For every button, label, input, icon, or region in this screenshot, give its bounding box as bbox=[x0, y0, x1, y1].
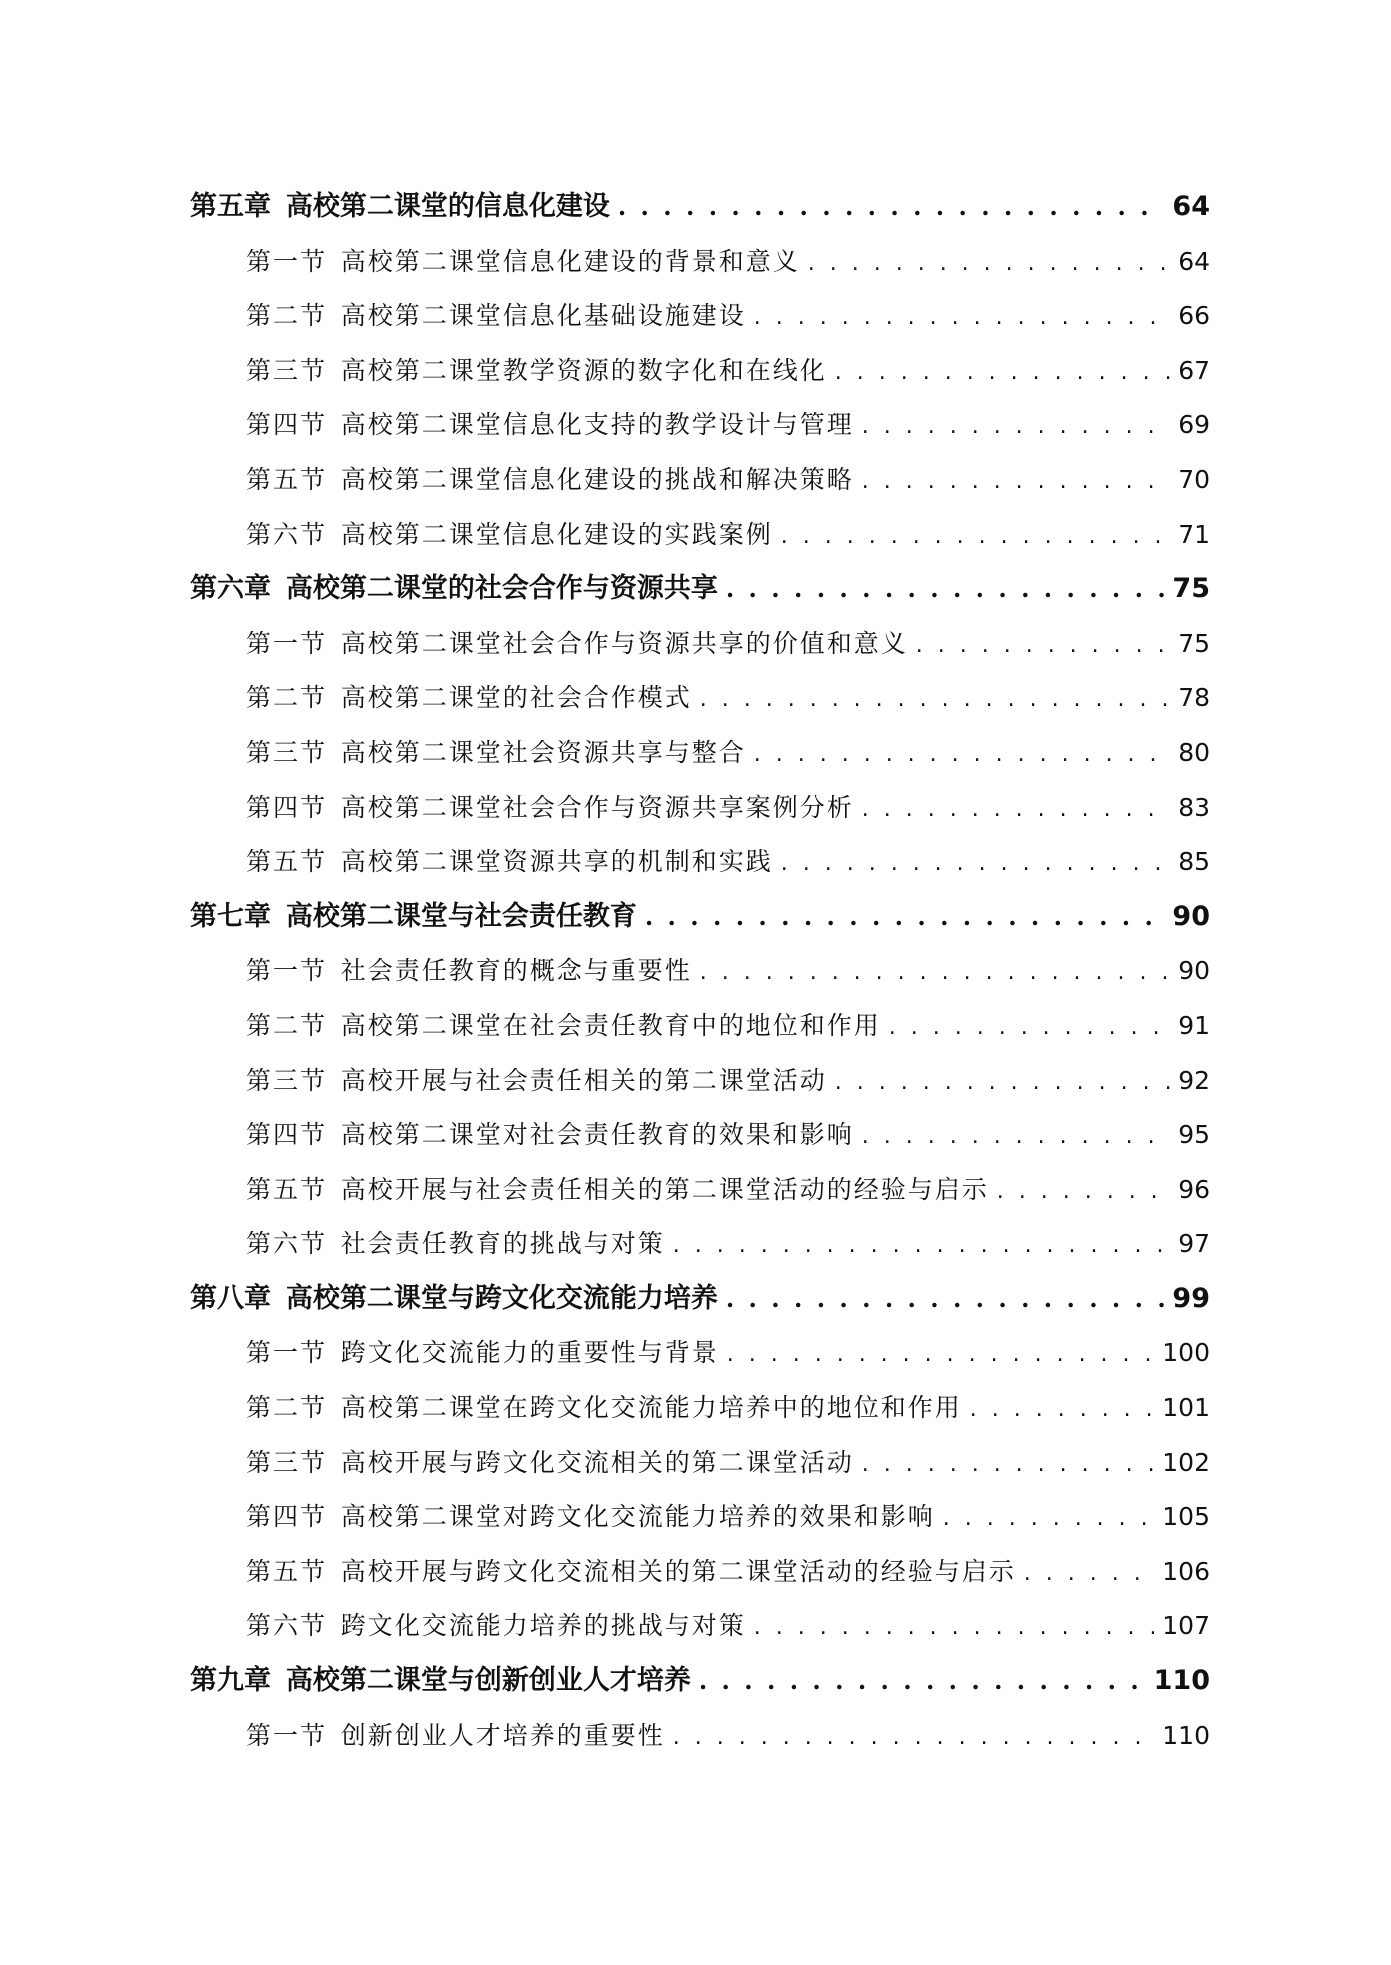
toc-page-number: 91 bbox=[1178, 1010, 1210, 1040]
toc-entry-label bbox=[246, 1054, 827, 1109]
toc-entry-label bbox=[190, 1654, 691, 1709]
toc-entry-number: 第一节 bbox=[246, 956, 328, 986]
toc-section-entry[interactable] bbox=[190, 835, 1210, 890]
toc-page-number: 110 bbox=[1162, 1720, 1210, 1750]
toc-entry-label bbox=[246, 781, 854, 836]
toc-section-entry[interactable] bbox=[190, 999, 1210, 1054]
toc-entry-label bbox=[246, 1163, 989, 1218]
toc-page-number: 102 bbox=[1162, 1447, 1210, 1477]
toc-entry-number: 第二节 bbox=[246, 683, 328, 713]
table-of-contents bbox=[190, 180, 1210, 1763]
toc-page-number: 66 bbox=[1178, 301, 1210, 331]
toc-entry-label bbox=[246, 1381, 962, 1436]
dot-leader bbox=[700, 946, 1170, 1001]
toc-page-number: 92 bbox=[1178, 1065, 1210, 1095]
toc-entry-number: 第四节 bbox=[246, 1120, 328, 1150]
toc-chapter-entry[interactable] bbox=[190, 180, 1210, 235]
toc-chapter-entry[interactable] bbox=[190, 1272, 1210, 1327]
toc-entry-title: 高校第二课堂社会合作与资源共享案例分析 bbox=[340, 792, 854, 822]
toc-entry-number: 第三节 bbox=[246, 355, 328, 385]
toc-entry-number: 第三节 bbox=[246, 1065, 328, 1095]
dot-leader bbox=[943, 1492, 1155, 1547]
toc-entry-title: 高校第二课堂信息化建设的背景和意义 bbox=[340, 246, 800, 276]
toc-page-number: 100 bbox=[1162, 1338, 1210, 1368]
toc-section-entry[interactable] bbox=[190, 1217, 1210, 1272]
toc-page-number: 64 bbox=[1178, 246, 1210, 276]
toc-entry-title: 高校第二课堂信息化基础设施建设 bbox=[340, 301, 746, 331]
toc-entry-number: 第五章 bbox=[190, 191, 271, 222]
toc-entry-title: 高校第二课堂信息化支持的教学设计与管理 bbox=[340, 410, 854, 440]
toc-page-number: 75 bbox=[1172, 573, 1210, 605]
toc-section-entry[interactable] bbox=[190, 1381, 1210, 1436]
toc-section-entry[interactable] bbox=[190, 781, 1210, 836]
toc-entry-title: 高校开展与社会责任相关的第二课堂活动的经验与启示 bbox=[340, 1174, 989, 1204]
toc-entry-title: 高校第二课堂在社会责任教育中的地位和作用 bbox=[340, 1010, 881, 1040]
toc-chapter-entry[interactable] bbox=[190, 1654, 1210, 1709]
toc-entry-label bbox=[246, 726, 746, 781]
toc-entry-title: 高校第二课堂社会合作与资源共享的价值和意义 bbox=[340, 628, 908, 658]
toc-entry-label bbox=[190, 180, 610, 235]
toc-section-entry[interactable] bbox=[190, 1436, 1210, 1491]
dot-leader bbox=[1024, 1547, 1155, 1602]
toc-entry-label bbox=[246, 235, 800, 290]
toc-entry-title: 高校第二课堂教学资源的数字化和在线化 bbox=[340, 355, 827, 385]
dot-leader bbox=[727, 1328, 1155, 1383]
dot-leader bbox=[835, 1056, 1170, 1111]
toc-section-entry[interactable] bbox=[190, 617, 1210, 672]
toc-entry-label bbox=[246, 835, 773, 890]
toc-entry-label bbox=[246, 944, 692, 999]
toc-entry-title: 高校开展与跨文化交流相关的第二课堂活动 bbox=[340, 1447, 854, 1477]
toc-entry-label bbox=[190, 562, 718, 617]
toc-entry-title: 高校第二课堂的社会合作模式 bbox=[340, 683, 692, 713]
toc-page-number: 64 bbox=[1172, 191, 1210, 222]
dot-leader bbox=[699, 1654, 1146, 1709]
toc-page-number: 80 bbox=[1178, 737, 1210, 767]
toc-page-number: 101 bbox=[1162, 1393, 1210, 1423]
dot-leader bbox=[618, 180, 1165, 235]
dot-leader bbox=[862, 455, 1170, 510]
toc-entry-number: 第九章 bbox=[190, 1665, 271, 1697]
toc-entry-label bbox=[190, 890, 637, 945]
toc-entry-label bbox=[246, 617, 908, 672]
dot-leader bbox=[726, 1272, 1165, 1327]
toc-page-number: 107 bbox=[1162, 1611, 1210, 1641]
dot-leader bbox=[754, 728, 1170, 783]
dot-leader bbox=[700, 673, 1170, 728]
toc-page-number: 71 bbox=[1178, 519, 1210, 549]
toc-entry-title: 社会责任教育的概念与重要性 bbox=[340, 956, 692, 986]
dot-leader bbox=[862, 1438, 1155, 1493]
toc-section-entry[interactable] bbox=[190, 1054, 1210, 1109]
toc-entry-label bbox=[246, 398, 854, 453]
dot-leader bbox=[862, 1110, 1170, 1165]
toc-entry-title: 高校第二课堂的信息化建设 bbox=[285, 191, 610, 222]
toc-section-entry[interactable] bbox=[190, 726, 1210, 781]
dot-leader bbox=[754, 1601, 1155, 1656]
toc-page-number: 83 bbox=[1178, 792, 1210, 822]
toc-chapter-entry[interactable] bbox=[190, 890, 1210, 945]
toc-entry-number: 第六节 bbox=[246, 1611, 328, 1641]
toc-entry-title: 高校第二课堂资源共享的机制和实践 bbox=[340, 847, 773, 877]
dot-leader bbox=[862, 783, 1170, 838]
toc-section-entry[interactable] bbox=[190, 1326, 1210, 1381]
toc-entry-number: 第七章 bbox=[190, 900, 271, 932]
toc-entry-number: 第四节 bbox=[246, 1502, 328, 1532]
toc-entry-number: 第三节 bbox=[246, 1447, 328, 1477]
toc-page-number: 106 bbox=[1162, 1556, 1210, 1586]
toc-entry-label bbox=[246, 1490, 935, 1545]
toc-entry-number: 第六章 bbox=[190, 573, 271, 605]
toc-entry-title: 跨文化交流能力培养的挑战与对策 bbox=[340, 1611, 746, 1641]
dot-leader bbox=[862, 400, 1170, 455]
toc-entry-number: 第一节 bbox=[246, 1720, 328, 1750]
toc-entry-title: 社会责任教育的挑战与对策 bbox=[340, 1229, 665, 1259]
toc-entry-number: 第四节 bbox=[246, 792, 328, 822]
toc-entry-title: 高校开展与跨文化交流相关的第二课堂活动的经验与启示 bbox=[340, 1556, 1016, 1586]
toc-page-number: 97 bbox=[1178, 1229, 1210, 1259]
toc-section-entry[interactable] bbox=[190, 1545, 1210, 1600]
toc-section-entry[interactable] bbox=[190, 344, 1210, 399]
toc-entry-title: 跨文化交流能力的重要性与背景 bbox=[340, 1338, 719, 1368]
dot-leader bbox=[916, 619, 1170, 674]
toc-entry-label bbox=[246, 1436, 854, 1491]
toc-page-number: 70 bbox=[1178, 464, 1210, 494]
toc-entry-number: 第一节 bbox=[246, 628, 328, 658]
toc-entry-number: 第二节 bbox=[246, 1393, 328, 1423]
toc-entry-label bbox=[246, 671, 692, 726]
toc-entry-number: 第一节 bbox=[246, 246, 328, 276]
toc-entry-title: 高校第二课堂对社会责任教育的效果和影响 bbox=[340, 1120, 854, 1150]
toc-entry-title: 高校第二课堂信息化建设的挑战和解决策略 bbox=[340, 464, 854, 494]
toc-entry-number: 第五节 bbox=[246, 1174, 328, 1204]
dot-leader bbox=[673, 1219, 1170, 1274]
toc-section-entry[interactable] bbox=[190, 289, 1210, 344]
dot-leader bbox=[808, 237, 1170, 292]
toc-section-entry[interactable] bbox=[190, 671, 1210, 726]
toc-entry-title: 高校第二课堂在跨文化交流能力培养中的地位和作用 bbox=[340, 1393, 962, 1423]
toc-page-number: 69 bbox=[1178, 410, 1210, 440]
toc-entry-label bbox=[246, 1709, 665, 1764]
toc-entry-number: 第一节 bbox=[246, 1338, 328, 1368]
toc-section-entry[interactable] bbox=[190, 235, 1210, 290]
toc-entry-title: 高校第二课堂与跨文化交流能力培养 bbox=[285, 1282, 718, 1314]
toc-section-entry[interactable] bbox=[190, 944, 1210, 999]
toc-section-entry[interactable] bbox=[190, 1108, 1210, 1163]
toc-section-entry[interactable] bbox=[190, 1490, 1210, 1545]
toc-entry-label bbox=[246, 508, 773, 563]
toc-page-number: 90 bbox=[1178, 956, 1210, 986]
toc-entry-title: 高校第二课堂信息化建设的实践案例 bbox=[340, 519, 773, 549]
toc-page-number: 78 bbox=[1178, 683, 1210, 713]
toc-entry-label bbox=[246, 1108, 854, 1163]
toc-section-entry[interactable] bbox=[190, 398, 1210, 453]
toc-section-entry[interactable] bbox=[190, 1709, 1210, 1764]
toc-page-number: 90 bbox=[1172, 900, 1210, 932]
toc-entry-title: 高校开展与社会责任相关的第二课堂活动 bbox=[340, 1065, 827, 1095]
dot-leader bbox=[889, 1001, 1170, 1056]
toc-entry-title: 高校第二课堂的社会合作与资源共享 bbox=[285, 573, 718, 605]
dot-leader bbox=[970, 1383, 1155, 1438]
toc-entry-number: 第二节 bbox=[246, 1010, 328, 1040]
dot-leader bbox=[835, 346, 1170, 401]
toc-section-entry[interactable] bbox=[190, 1599, 1210, 1654]
toc-page-number: 85 bbox=[1178, 847, 1210, 877]
dot-leader bbox=[781, 837, 1170, 892]
toc-entry-number: 第五节 bbox=[246, 847, 328, 877]
toc-entry-label bbox=[246, 1545, 1016, 1600]
toc-page-number: 67 bbox=[1178, 355, 1210, 385]
toc-section-entry[interactable] bbox=[190, 453, 1210, 508]
toc-entry-title: 高校第二课堂对跨文化交流能力培养的效果和影响 bbox=[340, 1502, 935, 1532]
toc-entry-number: 第五节 bbox=[246, 1556, 328, 1586]
toc-entry-label bbox=[246, 289, 746, 344]
toc-entry-number: 第四节 bbox=[246, 410, 328, 440]
toc-entry-number: 第五节 bbox=[246, 464, 328, 494]
dot-leader bbox=[673, 1711, 1155, 1766]
toc-entry-number: 第八章 bbox=[190, 1282, 271, 1314]
toc-page-number: 96 bbox=[1178, 1174, 1210, 1204]
dot-leader bbox=[754, 291, 1170, 346]
dot-leader bbox=[997, 1165, 1170, 1220]
dot-leader bbox=[645, 890, 1165, 945]
toc-entry-label bbox=[246, 453, 854, 508]
toc-page-number: 110 bbox=[1153, 1665, 1210, 1697]
toc-entry-number: 第三节 bbox=[246, 737, 328, 767]
toc-entry-title: 高校第二课堂与社会责任教育 bbox=[285, 900, 637, 932]
toc-entry-title: 高校第二课堂社会资源共享与整合 bbox=[340, 737, 746, 767]
toc-entry-number: 第六节 bbox=[246, 519, 328, 549]
toc-entry-label bbox=[246, 1326, 719, 1381]
toc-section-entry[interactable] bbox=[190, 1163, 1210, 1218]
toc-chapter-entry[interactable] bbox=[190, 562, 1210, 617]
toc-page-number: 95 bbox=[1178, 1120, 1210, 1150]
toc-entry-number: 第二节 bbox=[246, 301, 328, 331]
dot-leader bbox=[726, 562, 1165, 617]
toc-entry-label bbox=[246, 1217, 665, 1272]
toc-entry-label bbox=[246, 344, 827, 399]
dot-leader bbox=[781, 510, 1170, 565]
toc-section-entry[interactable] bbox=[190, 508, 1210, 563]
toc-entry-title: 高校第二课堂与创新创业人才培养 bbox=[285, 1665, 691, 1697]
toc-entry-label bbox=[190, 1272, 718, 1327]
toc-entry-label bbox=[246, 1599, 746, 1654]
toc-page-number: 105 bbox=[1162, 1502, 1210, 1532]
toc-entry-label bbox=[246, 999, 881, 1054]
toc-entry-title: 创新创业人才培养的重要性 bbox=[340, 1720, 665, 1750]
toc-page-number: 75 bbox=[1178, 628, 1210, 658]
toc-page-number: 99 bbox=[1172, 1282, 1210, 1314]
toc-entry-number: 第六节 bbox=[246, 1229, 328, 1259]
